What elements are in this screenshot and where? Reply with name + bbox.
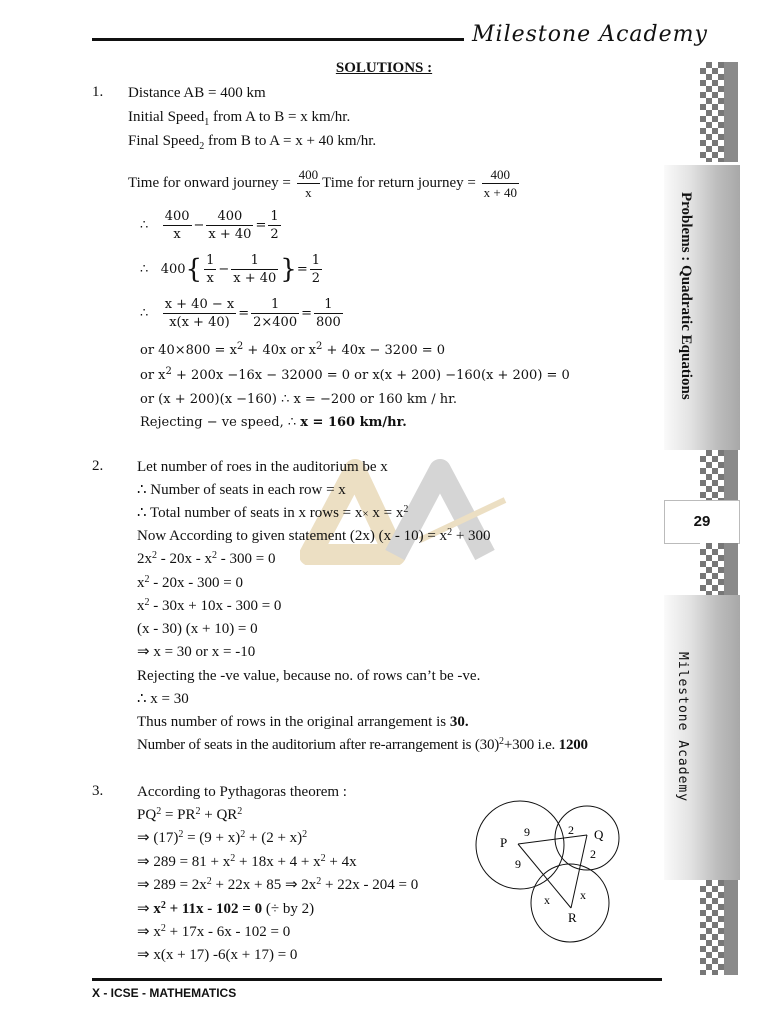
checker-strip-mid2 bbox=[700, 543, 724, 595]
q1-line1: Distance AB = 400 km bbox=[128, 85, 266, 101]
q3-line6: ⇒ $x^2 + 11x - 102 = 0$ (÷ by 2) bbox=[137, 900, 315, 917]
checker-strip-bottom bbox=[700, 880, 724, 975]
q3-line7: ⇒ $x^2 + 17x - 6x - 102 = 0$ bbox=[137, 923, 291, 940]
q1-eq4: or $40\times 800 = x^2 + 40x$ or $x^2 + 40x - 3200 = 0$ bbox=[140, 341, 446, 358]
q2-line1: Let number of roes in the auditorium be x bbox=[137, 459, 388, 475]
q3-line1: According to Pythagoras theorem : bbox=[137, 784, 347, 800]
q3-line5: ⇒ $289 = 2x^2 + 22x + 85$ ⇒ $2x^2 + 22x - 204 = 0$ bbox=[137, 876, 419, 893]
q1-time-line: Time for onward journey = $\frac{400}{x}$ Time for return journey = $\frac{400}{x + 40}$ bbox=[128, 167, 517, 200]
checker-strip-top bbox=[700, 62, 724, 162]
side-chapter-title: Problems : Quadratic Equations bbox=[678, 192, 694, 400]
q1-eq5: or $x^2 + 200x -16x - 32000 = 0$ or x(x + 200) −160(x + 200) = 0 bbox=[140, 366, 570, 383]
q2-line12: Thus number of rows in the original arrangement is 30. bbox=[137, 714, 469, 730]
label-q: Q bbox=[594, 827, 604, 842]
label-r: R bbox=[568, 910, 577, 925]
label-radius-r1: x bbox=[544, 893, 550, 907]
q3-line3: ⇒ $(17)^2 = (9 + x)^2 + (2 + x)^2$ bbox=[137, 829, 308, 846]
label-radius-q1: 2 bbox=[568, 823, 574, 837]
footer-label: X - ICSE - MATHEMATICS bbox=[92, 986, 237, 1000]
label-radius-r2: x bbox=[580, 888, 586, 902]
q3-line2: $PQ^2 = PR^2 + QR^2$ bbox=[137, 806, 243, 823]
q3-line4: ⇒ $289 = 81 + x^2 + 18x + 4 + x^2 + 4x$ bbox=[137, 853, 357, 870]
q2-line5: $2x^2 - 20x - x^2 - 300 = 0$ bbox=[137, 550, 276, 567]
side-stripe-bottom bbox=[724, 880, 738, 975]
label-radius-p2: 9 bbox=[515, 857, 521, 871]
q2-line13: Number of seats in the auditorium after re-arrangement is $(30)^2+300$ i.e. 1200 bbox=[137, 736, 588, 753]
label-radius-p1: 9 bbox=[524, 825, 530, 839]
q1-line2: Initial Speed$_1$ from A to B = x km/hr. bbox=[128, 109, 351, 128]
q2-line6: $x^2 - 20x - 300 = 0$ bbox=[137, 574, 243, 591]
q2-line9: ⇒ x = 30 or x = -10 bbox=[137, 644, 256, 660]
fraction: $\frac{400}{x + 40}$ bbox=[483, 167, 517, 200]
q2-line7: $x^2 - 30x + 10x - 300 = 0$ bbox=[137, 597, 282, 614]
header-rule bbox=[92, 38, 464, 41]
q1-eq1: ∴ $\frac{400}{x}$ − $\frac{400}{x + 40}$ = $\frac{1}{2}$ bbox=[140, 209, 279, 242]
q2-line11: ∴ x = 30 bbox=[137, 691, 189, 707]
q1-eq3: ∴ $\frac{x + 40 - x}{x(x + 40)}$ = $\frac{1}{2\times 400}$ = $\frac{1}{800}$ bbox=[140, 297, 341, 330]
q3-number: 3. bbox=[92, 783, 104, 799]
q2-line3: ∴ Total number of seats in x rows = $x\times x = x^2$ bbox=[137, 504, 409, 521]
circles-diagram bbox=[470, 800, 650, 945]
q2-line2: ∴ Number of seats in each row = x bbox=[137, 482, 346, 498]
side-brand-vertical: Milestone Academy bbox=[675, 652, 690, 803]
checker-strip-mid bbox=[700, 450, 724, 500]
label-p: P bbox=[500, 835, 508, 850]
circle-p bbox=[476, 801, 564, 889]
label-radius-q2: 2 bbox=[590, 847, 596, 861]
q1-eq7: Rejecting − ve speed, ∴ x = 160 km/hr. bbox=[140, 415, 407, 430]
fraction: $\frac{400}{x}$ bbox=[298, 167, 319, 200]
q1-eq6: or (x + 200)(x −160) ∴ x = −200 or 160 km / hr. bbox=[140, 392, 458, 407]
q2-line10: Rejecting the -ve value, because no. of rows can’t be -ve. bbox=[137, 668, 481, 684]
solutions-heading: SOLUTIONS : bbox=[335, 60, 433, 76]
footer-rule bbox=[92, 978, 662, 981]
side-stripe-mid2 bbox=[724, 543, 738, 595]
side-stripe-top bbox=[724, 62, 738, 162]
side-band-chapter bbox=[664, 165, 740, 450]
q2-line8: (x - 30) (x + 10) = 0 bbox=[137, 621, 258, 637]
q1-eq2: ∴ 400{ $\frac{1}{x}$ − $\frac{1}{x + 40}$ }= $\frac{1}{2}$ bbox=[140, 253, 321, 286]
header-brand: Milestone Academy bbox=[472, 22, 708, 47]
page-number: 29 bbox=[664, 500, 740, 544]
q1-line3: Final Speed$_2$ from B to A = x + 40 km/hr. bbox=[128, 133, 377, 152]
circle-r bbox=[531, 864, 609, 942]
side-stripe-mid bbox=[724, 450, 738, 500]
q2-number: 2. bbox=[92, 458, 104, 474]
q3-line8: ⇒ x(x + 17) -6(x + 17) = 0 bbox=[137, 947, 298, 963]
q2-line4: Now According to given statement (2x) $(x - 10) = x^2 + 300$ bbox=[137, 527, 491, 544]
q1-number: 1. bbox=[92, 84, 104, 100]
